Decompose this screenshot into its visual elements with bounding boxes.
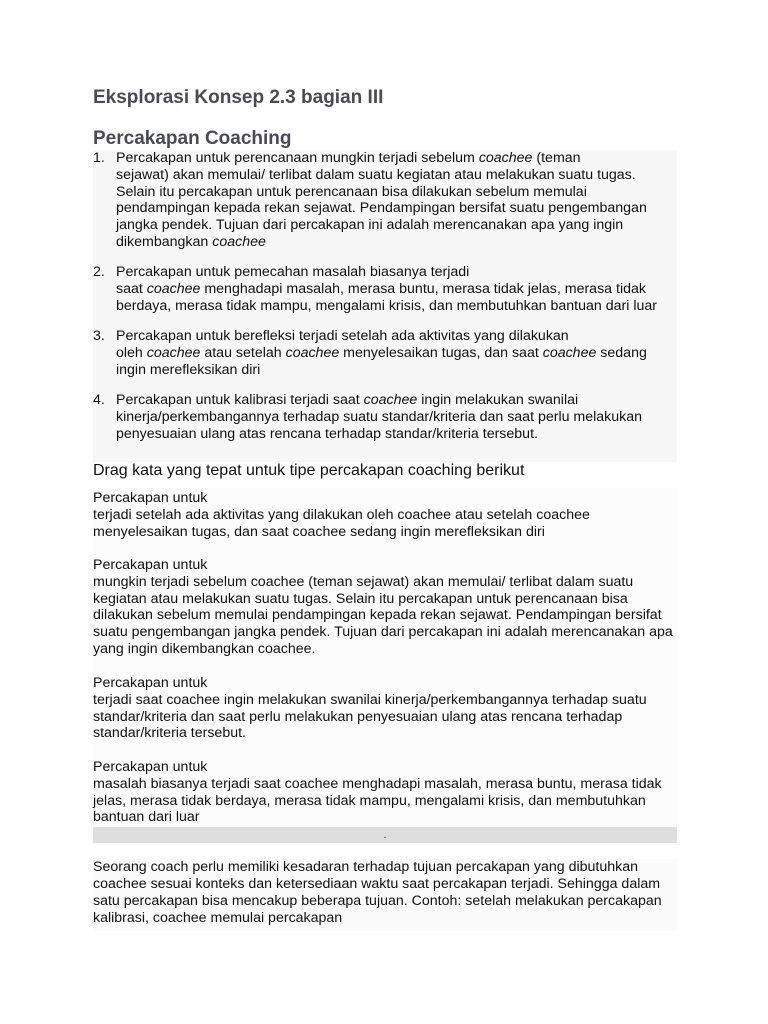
list-number: 2. — [93, 264, 105, 281]
list-item-text — [116, 264, 671, 314]
drop-target-block[interactable] — [93, 759, 677, 826]
drop-label: Percakapan untuk — [93, 557, 208, 573]
list-item-body: saat coachee menghadapi masalah, merasa buntu, merasa tidak jelas, merasa tidak berdaya, merasa tidak mampu, mengalami krisis, dan membutuhkan bantuan dari luar — [116, 281, 657, 314]
coaching-type-list — [93, 150, 677, 456]
drop-target-block[interactable] — [93, 675, 677, 742]
list-item-text — [116, 150, 671, 251]
list-item — [93, 328, 677, 378]
page-title: Eksplorasi Konsep 2.3 bagian III — [93, 87, 384, 108]
list-item-body: oleh coachee atau setelah coachee menyelesaikan tugas, dan saat coachee sedang ingin merefleksikan diri — [116, 344, 647, 378]
list-item-text — [116, 392, 671, 442]
drop-label: Percakapan untuk — [93, 490, 208, 506]
list-item-text — [116, 328, 671, 378]
drag-instruction: Drag kata yang tepat untuk tipe percakapan coaching berikut — [93, 462, 525, 479]
list-item — [93, 150, 677, 251]
drop-label: Percakapan untuk — [93, 759, 208, 775]
list-number: 3. — [93, 328, 105, 345]
list-number: 1. — [93, 150, 105, 166]
list-item-first-line: Percakapan untuk perencanaan mungkin terjadi sebelum coachee (teman — [116, 150, 581, 166]
list-item-body: kinerja/perkembangannya terhadap suatu standar/kriteria dan saat perlu melakukan penyesuaian ulang atas rencana terhadap standar/kriteria tersebut. — [116, 408, 643, 442]
list-item-body: sejawat) akan memulai/ terlibat dalam suatu kegiatan atau melakukan suatu tugas. Selain itu percakapan untuk perencanaan bisa dilakukan sebelum memulai pendampingan kepada rekan sejawat. Pendampingan bersifat suatu pengembangan jangka pendek. Tujuan dari percakapan ini adalah merencanakan apa yang ingin dikembangkan coachee — [116, 166, 647, 250]
drop-definition: terjadi setelah ada aktivitas yang dilakukan oleh coachee atau setelah coachee menyelesaikan tugas, dan saat coachee sedang ingin merefleksikan diri — [93, 506, 590, 540]
drop-definition: mungkin terjadi sebelum coachee (teman sejawat) akan memulai/ terlibat dalam suatu kegiatan atau melakukan suatu tugas. Selain itu percakapan untuk perencanaan bisa dilakukan sebelum memulai pendampingan kepada rekan sejawat. Pendampingan bersifat suatu pengembangan jangka pendek. Tujuan dari percakapan ini adalah merencanakan apa yang ingin dikembangkan coachee. — [93, 573, 673, 657]
list-item-first-line: Percakapan untuk berefleksi terjadi setelah ada aktivitas yang dilakukan — [116, 328, 569, 345]
list-item-first-line: Percakapan untuk kalibrasi terjadi saat coachee ingin melakukan swanilai — [116, 392, 579, 409]
closing-paragraph: Seorang coach perlu memiliki kesadaran terhadap tujuan percakapan yang dibutuhkan coachee sesuai konteks dan ketersediaan waktu saat percakapan terjadi. Sehingga dalam satu percakapan bisa mencakup beberapa tujuan. Contoh: setelah melakukan percakapan kalibrasi, coachee memulai percakapan — [93, 859, 677, 931]
list-item-first-line: Percakapan untuk pemecahan masalah biasanya terjadi — [116, 264, 470, 281]
drop-target-block[interactable] — [93, 557, 677, 658]
list-item — [93, 392, 677, 442]
section-title: Percakapan Coaching — [93, 128, 292, 149]
drop-target-block[interactable] — [93, 490, 677, 540]
list-number: 4. — [93, 392, 105, 409]
list-item — [93, 264, 677, 314]
drop-definition: masalah biasanya terjadi saat coachee menghadapi masalah, merasa buntu, merasa tidak jelas, merasa tidak berdaya, merasa tidak mampu, mengalami krisis, dan membutuhkan bantuan dari luar — [93, 775, 662, 826]
drop-label: Percakapan untuk — [93, 675, 208, 691]
drop-definition: terjadi saat coachee ingin melakukan swanilai kinerja/perkembangannya terhadap suatu standar/kriteria dan saat perlu melakukan penyesuaian ulang atas rencana terhadap standar/kriteria tersebut. — [93, 691, 647, 742]
separator-bar: . — [93, 827, 677, 843]
